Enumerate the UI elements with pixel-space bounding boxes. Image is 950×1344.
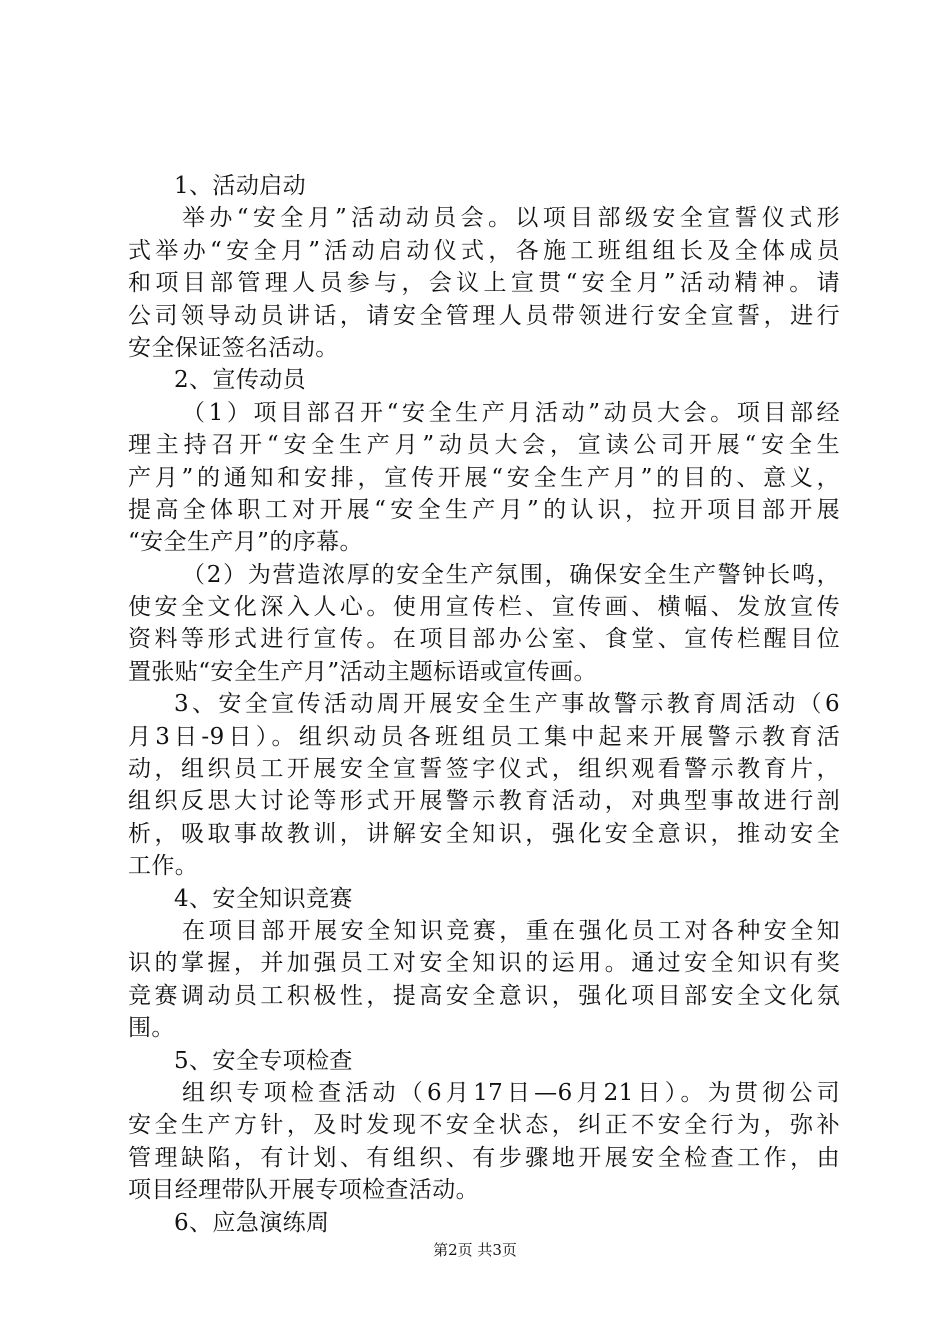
heading-special-safety-inspection: 5、安全专项检查 [174,1047,353,1074]
paragraph-line: 识的掌握，并加强员工对安全知识的运用。通过安全知识有奖 [128,950,840,977]
paragraph-line: 置张贴“安全生产月”活动主题标语或宣传画。 [128,658,597,685]
paragraph-line: 组织反思大讨论等形式开展警示教育活动，对典型事故进行剖 [128,788,840,815]
paragraph-line: 理主持召开“安全生产月”动员大会，宣读公司开展“安全生 [128,432,840,459]
heading-emergency-drill-week: 6、应急演练周 [174,1209,330,1236]
heading-publicity-mobilization: 2、宣传动员 [174,367,307,394]
heading-activity-launch: 1、活动启动 [174,173,307,199]
paragraph-line: 在项目部开展安全知识竞赛，重在强化员工对各种安全知 [182,917,840,944]
document-body [128,170,840,1239]
paragraph-line: 式举办“安全月”活动启动仪式，各施工班组组长及全体成员 [128,237,840,264]
paragraph-line: 组织专项检查活动（6月17日—6月21日）。为贯彻公司 [182,1079,840,1106]
paragraph-line: 举办“安全月”活动动员会。以项目部级安全宣誓仪式形 [182,205,840,232]
paragraph-line: （2）为营造浓厚的安全生产氛围，确保安全生产警钟长鸣， [182,561,840,588]
paragraph-line: 公司领导动员讲话，请安全管理人员带领进行安全宣誓，进行 [128,302,840,329]
paragraph-line: 围。 [128,1015,175,1042]
paragraph-line: 项目经理带队开展专项检查活动。 [128,1177,479,1204]
paragraph-line: 安全保证签名活动。 [128,334,339,361]
paragraph-line: （1）项目部召开“安全生产月活动”动员大会。项目部经 [182,399,840,426]
paragraph-line: 提高全体职工对开展“安全生产月”的认识，拉开项目部开展 [128,496,840,523]
paragraph-line: 使安全文化深入人心。使用宣传栏、宣传画、横幅、发放宣传 [128,594,840,621]
paragraph-line: 工作。 [128,853,199,880]
paragraph-line: 月3日-9日）。组织动员各班组员工集中起来开展警示教育活 [128,723,840,750]
paragraph-line: 竞赛调动员工积极性，提高安全意识，强化项目部安全文化氛 [128,982,840,1009]
paragraph-line: “安全生产月”的序幕。 [128,529,363,556]
paragraph-line: 产月”的通知和安排，宣传开展“安全生产月”的目的、意义， [128,464,840,491]
paragraph-line: 和项目部管理人员参与，会议上宣贯“安全月”活动精神。请 [128,270,840,297]
heading-safety-publicity-week: 3、安全宣传活动周开展安全生产事故警示教育周活动（6 [174,691,840,718]
paragraph-line: 管理缺陷，有计划、有组织、有步骤地开展安全检查工作，由 [128,1144,840,1171]
page-footer: 第2页 共3页 [433,1241,517,1259]
paragraph-line: 析，吸取事故教训，讲解安全知识，强化安全意识，推动安全 [128,820,840,847]
paragraph-line: 资料等形式进行宣传。在项目部办公室、食堂、宣传栏醒目位 [128,626,840,653]
paragraph-line: 动，组织员工开展安全宣誓签字仪式，组织观看警示教育片， [128,756,840,783]
heading-safety-knowledge-contest: 4、安全知识竞赛 [174,885,353,912]
paragraph-line: 安全生产方针，及时发现不安全状态，纠正不安全行为，弥补 [128,1112,840,1139]
